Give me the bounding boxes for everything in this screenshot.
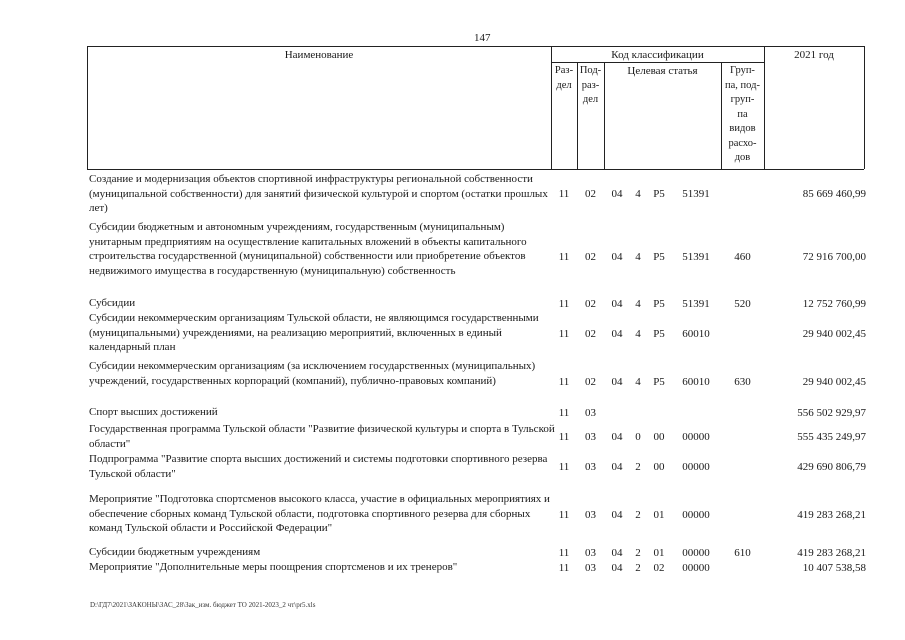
row-target-1: 04 — [611, 188, 623, 200]
row-target-2: 2 — [635, 562, 641, 574]
row-amount: 419 283 268,21 — [797, 547, 866, 559]
row-amount: 29 940 002,45 — [802, 376, 866, 388]
row-name: Спорт высших достижений — [89, 406, 218, 418]
row-target-2: 4 — [635, 376, 641, 388]
header-group — [721, 64, 764, 166]
row-name: Субсидии бюджетным и автономным учреждениям, государственным (муниципальным) унитарным предприятиям на осуществление капитальных вложений в объекты капитального строительства государственной (муниципальной) собственности или приобретение объектов недвижимого имущества в государственную (муниципальную) собственность — [89, 221, 527, 277]
row-podrazdel: 03 — [585, 547, 596, 559]
row-target-3: Р5 — [653, 328, 665, 340]
row-target-1: 04 — [611, 328, 623, 340]
row-group: 520 — [734, 298, 751, 310]
row-podrazdel: 03 — [585, 431, 596, 443]
row-podrazdel: 02 — [585, 298, 596, 310]
row-podrazdel: 03 — [585, 562, 596, 574]
row-amount: 72 916 700,00 — [802, 251, 866, 263]
row-amount: 555 435 249,97 — [797, 431, 866, 443]
row-target-1: 04 — [611, 509, 623, 521]
row-name: Подпрограмма "Развитие спорта высших достижений и системы подготовки спортивного резерва Тульской области" — [89, 453, 548, 480]
header-razdel — [551, 64, 577, 93]
header-bottom-border — [87, 169, 864, 170]
row-target-2: 0 — [635, 431, 641, 443]
row-amount: 419 283 268,21 — [797, 509, 866, 521]
col-border-group — [764, 46, 765, 169]
row-razdel: 11 — [558, 251, 570, 263]
row-target-2: 2 — [635, 461, 641, 473]
row-target-4: 51391 — [682, 298, 710, 310]
row-razdel: 11 — [558, 461, 570, 473]
row-podrazdel: 03 — [585, 407, 596, 419]
row-target-1: 04 — [611, 376, 623, 388]
row-podrazdel: 02 — [585, 188, 596, 200]
row-target-4: 00000 — [682, 431, 710, 443]
row-target-1: 04 — [611, 298, 623, 310]
row-target-3: 01 — [653, 509, 665, 521]
row-target-1: 04 — [611, 562, 623, 574]
row-target-4: 00000 — [682, 461, 710, 473]
row-name: Субсидии некоммерческим организациям (за исключением государственных (муниципальных) учреждений, государственных корпораций (компаний), публично-правовых компаний) — [89, 360, 536, 387]
header-top-border — [87, 46, 864, 47]
row-name: Субсидии — [89, 297, 136, 309]
row-podrazdel: 02 — [585, 328, 596, 340]
header-razdel-line-2: дел — [556, 79, 572, 91]
row-target-3: 00 — [653, 461, 665, 473]
row-target-4: 51391 — [682, 251, 710, 263]
row-target-3: Р5 — [653, 188, 665, 200]
row-amount: 10 407 538,58 — [802, 562, 866, 574]
row-name: Мероприятие "Дополнительные меры поощрения спортсменов и их тренеров" — [89, 561, 458, 573]
row-target-2: 2 — [635, 509, 641, 521]
row-target-1: 04 — [611, 461, 623, 473]
row-name: Мероприятие "Подготовка спортсменов высокого класса, участие в официальных мероприятиях и обеспечение сборных команд Тульской области, подготовка спортивного резерва для сборных команд Тульской области и Российской Федерации" — [89, 493, 550, 535]
header-group-line-2: па, под- — [725, 79, 760, 91]
row-target-1: 04 — [611, 251, 623, 263]
header-podrazdel-line-3: дел — [582, 94, 599, 105]
row-target-4: 60010 — [682, 376, 710, 388]
header-podrazdel — [577, 64, 604, 108]
row-target-1: 04 — [611, 547, 623, 559]
row-razdel: 11 — [558, 407, 570, 419]
row-group: 460 — [734, 251, 751, 263]
row-group: 630 — [734, 376, 751, 388]
row-razdel: 11 — [558, 431, 570, 443]
row-target-1: 04 — [611, 431, 623, 443]
header-target: Целевая статья — [627, 65, 698, 77]
row-target-4: 00000 — [682, 562, 710, 574]
row-target-2: 2 — [635, 547, 641, 559]
code-group-divider — [551, 62, 764, 63]
header-podrazdel-line-1: Под- — [579, 65, 602, 76]
row-target-4: 00000 — [682, 509, 710, 521]
page-number: 147 — [474, 32, 491, 44]
row-target-3: Р5 — [653, 251, 665, 263]
col-border-podrazdel — [604, 62, 605, 169]
row-target-3: 01 — [653, 547, 665, 559]
header-group-line-5: видов — [729, 123, 756, 134]
row-podrazdel: 02 — [585, 376, 596, 388]
row-razdel: 11 — [558, 562, 570, 574]
row-target-2: 4 — [635, 328, 641, 340]
row-razdel: 11 — [558, 547, 570, 559]
header-name: Наименование — [284, 49, 354, 61]
row-name: Субсидии некоммерческим организациям Тульской области, не являющимся государственными (муниципальными) учреждениями, на реализацию мероприятий, включенных в единый календарный план — [89, 312, 539, 354]
row-target-2: 4 — [635, 251, 641, 263]
row-podrazdel: 03 — [585, 509, 596, 521]
row-razdel: 11 — [558, 188, 570, 200]
row-target-4: 51391 — [682, 188, 710, 200]
row-target-2: 4 — [635, 298, 641, 310]
row-target-3: Р5 — [653, 298, 665, 310]
header-razdel-line-1: Раз- — [554, 65, 574, 76]
row-razdel: 11 — [558, 509, 570, 521]
header-podrazdel-line-2: раз- — [581, 79, 600, 91]
row-group: 610 — [734, 547, 751, 559]
header-group-line-1: Груп- — [730, 65, 755, 76]
col-border-right — [864, 46, 865, 169]
row-podrazdel: 02 — [585, 251, 596, 263]
row-amount: 29 940 002,45 — [802, 328, 866, 340]
header-group-line-7: дов — [734, 152, 751, 163]
row-target-4: 60010 — [682, 328, 710, 340]
row-amount: 429 690 806,79 — [797, 461, 866, 473]
file-path-footer: D:\ГД7\2021\ЗАКОНЫ\ЗАС_28\Зак_изм. бюджет ТО 2021-2023_2 чт\pr5.xls — [90, 601, 316, 609]
row-target-3: Р5 — [653, 376, 665, 388]
row-name: Государственная программа Тульской области "Развитие физической культуры и спорта в Тульской области" — [89, 423, 555, 450]
header-group-line-4: па — [737, 108, 748, 120]
row-target-4: 00000 — [682, 547, 710, 559]
row-amount: 85 669 460,99 — [802, 188, 866, 200]
header-group-line-3: груп- — [730, 94, 755, 105]
row-podrazdel: 03 — [585, 461, 596, 473]
row-name: Создание и модернизация объектов спортивной инфраструктуры региональной собственности (муниципальной собственности) для занятий физической культурой и спортом (остатки прошлых лет) — [89, 173, 548, 215]
row-razdel: 11 — [558, 298, 570, 310]
row-target-2: 4 — [635, 188, 641, 200]
header-code-group: Код классификации — [611, 49, 704, 61]
header-year: 2021 год — [794, 49, 834, 61]
row-target-3: 00 — [653, 431, 665, 443]
row-amount: 556 502 929,97 — [797, 407, 866, 419]
row-target-3: 02 — [653, 562, 665, 574]
header-group-line-6: расхо- — [728, 137, 757, 149]
col-border-left — [87, 46, 88, 169]
row-razdel: 11 — [558, 376, 570, 388]
row-name: Субсидии бюджетным учреждениям — [89, 546, 261, 558]
row-razdel: 11 — [558, 328, 570, 340]
row-amount: 12 752 760,99 — [802, 298, 866, 310]
